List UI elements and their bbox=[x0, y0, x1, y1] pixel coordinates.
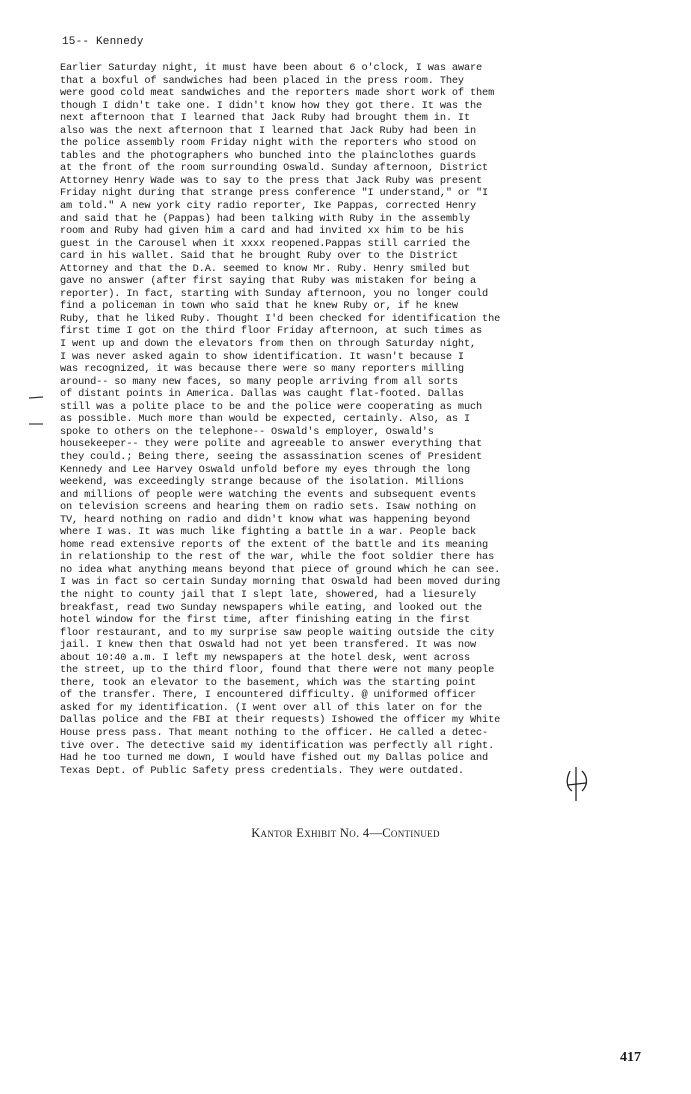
body-line: find a policeman in town who said that he knew Ruby or, if he knew bbox=[60, 300, 458, 313]
body-line: Ruby, that he liked Ruby. Thought I'd been checked for identification the bbox=[60, 312, 501, 325]
body-line: gave no answer (after first saying that Ruby was mistaken for being a bbox=[60, 275, 477, 288]
body-line: in relationship to the rest of the war, while the foot soldier there has bbox=[60, 551, 495, 564]
body-line: next afternoon that I learned that Jack Ruby had brought them in. It bbox=[60, 112, 470, 125]
body-line: House press pass. That meant nothing to the officer. He called a detec- bbox=[60, 726, 489, 739]
body-line: that a boxful of sandwiches had been placed in the press room. They bbox=[60, 74, 464, 87]
exhibit-caption: Kantor Exhibit No. 4—Continued bbox=[251, 826, 440, 840]
body-line: about 10:40 a.m. I left my newspapers at the hotel desk, went across bbox=[60, 651, 470, 664]
body-line: Texas Dept. of Public Safety press credentials. They were outdated. bbox=[60, 764, 464, 777]
body-line: the night to county jail that I slept late, showered, had a liesurely bbox=[60, 588, 477, 601]
body-line: they could.; Being there, seeing the assassination scenes of President bbox=[60, 450, 483, 463]
body-line: guest in the Carousel when it xxxx reopened.Pappas still carried the bbox=[60, 237, 470, 250]
body-line: though I didn't take one. I didn't know how they got there. It was the bbox=[60, 99, 483, 112]
body-line: am told." A new york city radio reporter, Ike Pappas, corrected Henry bbox=[60, 200, 477, 213]
body-line: around-- so many new faces, so many people arriving from all sorts bbox=[60, 375, 458, 388]
body-line: breakfast, read two Sunday newspapers while eating, and looked out the bbox=[60, 601, 483, 614]
body-line: still was a polite place to be and the police were cooperating as much bbox=[60, 400, 483, 413]
typed-body-text bbox=[60, 62, 652, 777]
body-line: Attorney and that the D.A. seemed to know Mr. Ruby. Henry smiled but bbox=[60, 262, 470, 275]
body-line: spoke to others on the telephone-- Oswald's employer, Oswald's bbox=[60, 425, 434, 438]
body-line: I went up and down the elevators from then on through Saturday night, bbox=[60, 338, 477, 351]
body-line: first time I got on the third floor Friday afternoon, at such times as bbox=[60, 325, 483, 338]
body-line: Attorney Henry Wade was to say to the press that Jack Ruby was present bbox=[60, 174, 483, 187]
body-line: I was never asked again to show identification. It wasn't because I bbox=[60, 350, 464, 363]
body-line: and millions of people were watching the events and subsequent events bbox=[60, 488, 477, 501]
body-line: room and Ruby had given him a card and had invited xx him to be his bbox=[60, 225, 464, 238]
margin-dash-icon bbox=[28, 390, 44, 406]
body-line: and said that he (Pappas) had been talking with Ruby in the assembly bbox=[60, 212, 470, 225]
body-line: card in his wallet. Said that he brought Ruby over to the District bbox=[60, 250, 458, 263]
body-line: as possible. Much more than would be expected, certainly. Also, as I bbox=[60, 413, 470, 426]
handwritten-initials-icon bbox=[562, 765, 592, 803]
body-line: where I was. It was much like fighting a battle in a war. People back bbox=[60, 526, 477, 539]
body-line: Kennedy and Lee Harvey Oswald unfold before my eyes through the long bbox=[60, 463, 470, 476]
body-line: asked for my identification. (I went over all of this later on for the bbox=[60, 701, 483, 714]
body-line: of distant points in America. Dallas was caught flat-footed. Dallas bbox=[60, 388, 464, 401]
body-line: the street, up to the third floor, found that there were not many people bbox=[60, 664, 495, 677]
body-line: on television screens and hearing them on radio sets. Isaw nothing on bbox=[60, 501, 477, 514]
page-header: 15-- Kennedy bbox=[62, 36, 144, 48]
body-line: jail. I knew then that Oswald had not yet been transfered. It was now bbox=[60, 639, 477, 652]
body-line: Had he too turned me down, I would have fished out my Dallas police and bbox=[60, 752, 489, 765]
margin-dash-icon bbox=[28, 416, 44, 432]
body-line: of the transfer. There, I encountered difficulty. @ uniformed officer bbox=[60, 689, 477, 702]
body-line: hotel window for the first time, after finishing eating in the first bbox=[60, 614, 470, 627]
body-line: weekend, was exceedingly strange because of the isolation. Millions bbox=[60, 476, 464, 489]
body-line: Friday night during that strange press conference "I understand," or "I bbox=[60, 187, 489, 200]
body-line: there, took an elevator to the basement, which was the starting point bbox=[60, 676, 477, 689]
body-line: was recognized, it was because there were so many reporters milling bbox=[60, 363, 464, 376]
body-line: reporter). In fact, starting with Sunday afternoon, you no longer could bbox=[60, 287, 489, 300]
body-line: tables and the photographers who bunched into the plainclothes guards bbox=[60, 149, 477, 162]
body-line: home read extensive reports of the extent of the battle and its meaning bbox=[60, 538, 489, 551]
body-line: Dallas police and the FBI at their requests) Ishowed the officer my White bbox=[60, 714, 501, 727]
body-line: also was the next afternoon that I learned that Jack Ruby had been in bbox=[60, 124, 477, 137]
body-line: at the front of the room surrounding Oswald. Sunday afternoon, District bbox=[60, 162, 489, 175]
body-line: the police assembly room Friday night with the reporters who stood on bbox=[60, 137, 477, 150]
body-line: TV, heard nothing on radio and didn't know what was happening beyond bbox=[60, 513, 470, 526]
body-line: floor restaurant, and to my surprise saw people waiting outside the city bbox=[60, 626, 495, 639]
body-line: tive over. The detective said my identification was perfectly all right. bbox=[60, 739, 495, 752]
body-line: housekeeper-- they were polite and agreeable to answer everything that bbox=[60, 438, 483, 451]
body-line: Earlier Saturday night, it must have been about 6 o'clock, I was aware bbox=[60, 62, 483, 74]
body-line: were good cold meat sandwiches and the reporters made short work of them bbox=[60, 87, 495, 100]
body-line: I was in fact so certain Sunday morning that Oswald had been moved during bbox=[60, 576, 501, 589]
body-line: no idea what anything means beyond that piece of ground which he can see. bbox=[60, 563, 501, 576]
page-number: 417 bbox=[620, 1050, 641, 1065]
